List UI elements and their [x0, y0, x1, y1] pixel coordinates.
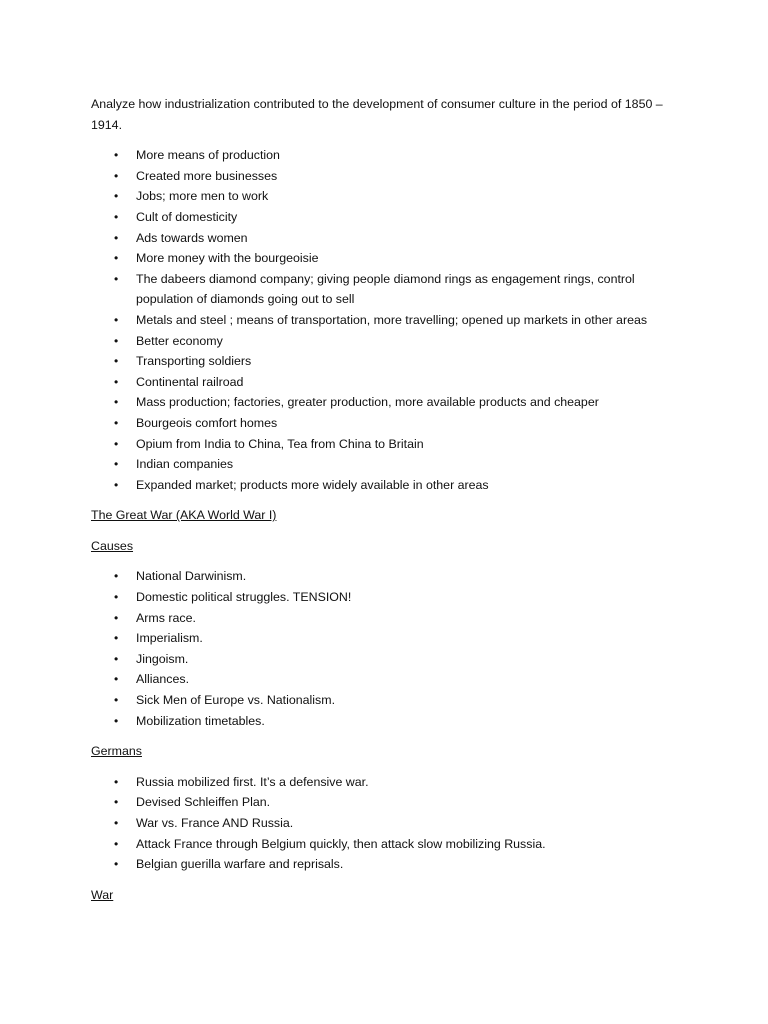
- list-item: [91, 269, 681, 310]
- list-item-text: Opium from India to China, Tea from China to Britain: [136, 436, 424, 451]
- list-item-text: Jobs; more men to work: [136, 189, 269, 204]
- bullet-icon: •: [114, 857, 119, 872]
- list-item: [91, 475, 681, 496]
- list-item-text: National Darwinism.: [136, 569, 247, 584]
- list-item: [91, 587, 681, 608]
- list-item-text: Russia mobilized first. It’s a defensive war.: [136, 774, 369, 789]
- list-item: [91, 566, 681, 587]
- bullet-icon: •: [114, 374, 119, 389]
- bullet-icon: •: [114, 569, 119, 584]
- list-item-text: Domestic political struggles. TENSION!: [136, 590, 352, 605]
- list-item-text: Continental railroad: [136, 374, 244, 389]
- list-item: [91, 248, 681, 269]
- document-content: [91, 94, 681, 915]
- causes-heading: Causes: [91, 538, 134, 553]
- list-item-text: Transporting soldiers: [136, 354, 252, 369]
- list-item: [91, 372, 681, 393]
- industrialization-list: [91, 145, 681, 495]
- bullet-icon: •: [114, 415, 119, 430]
- list-item: [91, 454, 681, 475]
- list-item: [91, 690, 681, 711]
- list-item-text: Better economy: [136, 333, 223, 348]
- list-item: [91, 413, 681, 434]
- bullet-icon: •: [114, 477, 119, 492]
- list-item-text: Sick Men of Europe vs. Nationalism.: [136, 693, 336, 708]
- list-item: [91, 186, 681, 207]
- list-item: [91, 434, 681, 455]
- list-item-text: Attack France through Belgium quickly, then attack slow mobilizing Russia.: [136, 836, 546, 851]
- bullet-icon: •: [114, 251, 119, 266]
- bullet-icon: •: [114, 189, 119, 204]
- bullet-icon: •: [114, 795, 119, 810]
- bullet-icon: •: [114, 168, 119, 183]
- list-item-text: Expanded market; products more widely available in other areas: [136, 477, 489, 492]
- list-item-text: Alliances.: [136, 672, 190, 687]
- bullet-icon: •: [114, 230, 119, 245]
- list-item: [91, 649, 681, 670]
- bullet-icon: •: [114, 209, 119, 224]
- list-item: [91, 711, 681, 732]
- essay-question: Analyze how industrialization contributed to the development of consumer culture in the period of 1850 – 1914.: [91, 97, 663, 132]
- list-item: [91, 772, 681, 793]
- list-item-text: Bourgeois comfort homes: [136, 415, 278, 430]
- bullet-icon: •: [114, 395, 119, 410]
- germans-heading: Germans: [91, 744, 142, 759]
- great-war-heading: The Great War (AKA World War I): [91, 508, 277, 523]
- bullet-icon: •: [114, 693, 119, 708]
- bullet-icon: •: [114, 436, 119, 451]
- bullet-icon: •: [114, 816, 119, 830]
- list-item: [91, 669, 681, 690]
- bullet-icon: •: [114, 333, 119, 348]
- list-item-text: Indian companies: [136, 457, 234, 472]
- list-item: [91, 228, 681, 249]
- list-item: [91, 854, 681, 875]
- list-item-text: More money with the bourgeoisie: [136, 251, 319, 266]
- bullet-icon: •: [114, 610, 119, 625]
- bullet-icon: •: [114, 631, 119, 646]
- bullet-icon: •: [114, 354, 119, 369]
- list-item: [91, 145, 681, 166]
- bullet-icon: •: [114, 148, 119, 163]
- list-item: [91, 166, 681, 187]
- list-item-text: Jingoism.: [136, 651, 189, 666]
- bullet-icon: •: [114, 672, 119, 687]
- bullet-icon: •: [114, 836, 119, 851]
- list-item: [91, 310, 681, 331]
- list-item-text: Mass production; factories, greater production, more available products and cheaper: [136, 395, 599, 410]
- bullet-icon: •: [114, 312, 119, 327]
- list-item-text: Mobilization timetables.: [136, 713, 265, 728]
- list-item-text: Ads towards women: [136, 230, 248, 245]
- list-item: [91, 392, 681, 413]
- list-item-text: Metals and steel ; means of transportation, more travelling; opened up markets in other areas: [136, 312, 648, 327]
- list-item: [91, 792, 681, 813]
- bullet-icon: •: [114, 457, 119, 472]
- list-item-text: The dabeers diamond company; giving people diamond rings as engagement rings, control population of diamonds going out to sell: [136, 271, 635, 307]
- list-item-text: Devised Schleiffen Plan.: [136, 795, 271, 810]
- list-item-text: Created more businesses: [136, 168, 278, 183]
- list-item-text: Imperialism.: [136, 631, 203, 646]
- germans-list: [91, 772, 681, 875]
- list-item: [91, 834, 681, 855]
- list-item-text: Cult of domesticity: [136, 209, 238, 224]
- causes-list: [91, 566, 681, 731]
- list-item: [91, 207, 681, 228]
- bullet-icon: •: [114, 271, 119, 286]
- list-item-text: War vs. France AND Russia.: [136, 816, 294, 830]
- list-item-text: More means of production: [136, 148, 280, 163]
- list-item: [91, 351, 681, 372]
- bullet-icon: •: [114, 774, 119, 789]
- list-item: [91, 813, 681, 834]
- bullet-icon: •: [114, 590, 119, 605]
- list-item: [91, 628, 681, 649]
- list-item: [91, 608, 681, 629]
- list-item: [91, 331, 681, 352]
- list-item-text: Arms race.: [136, 610, 196, 625]
- war-heading: War: [91, 887, 114, 902]
- bullet-icon: •: [114, 651, 119, 666]
- bullet-icon: •: [114, 713, 119, 728]
- list-item-text: Belgian guerilla warfare and reprisals.: [136, 857, 344, 872]
